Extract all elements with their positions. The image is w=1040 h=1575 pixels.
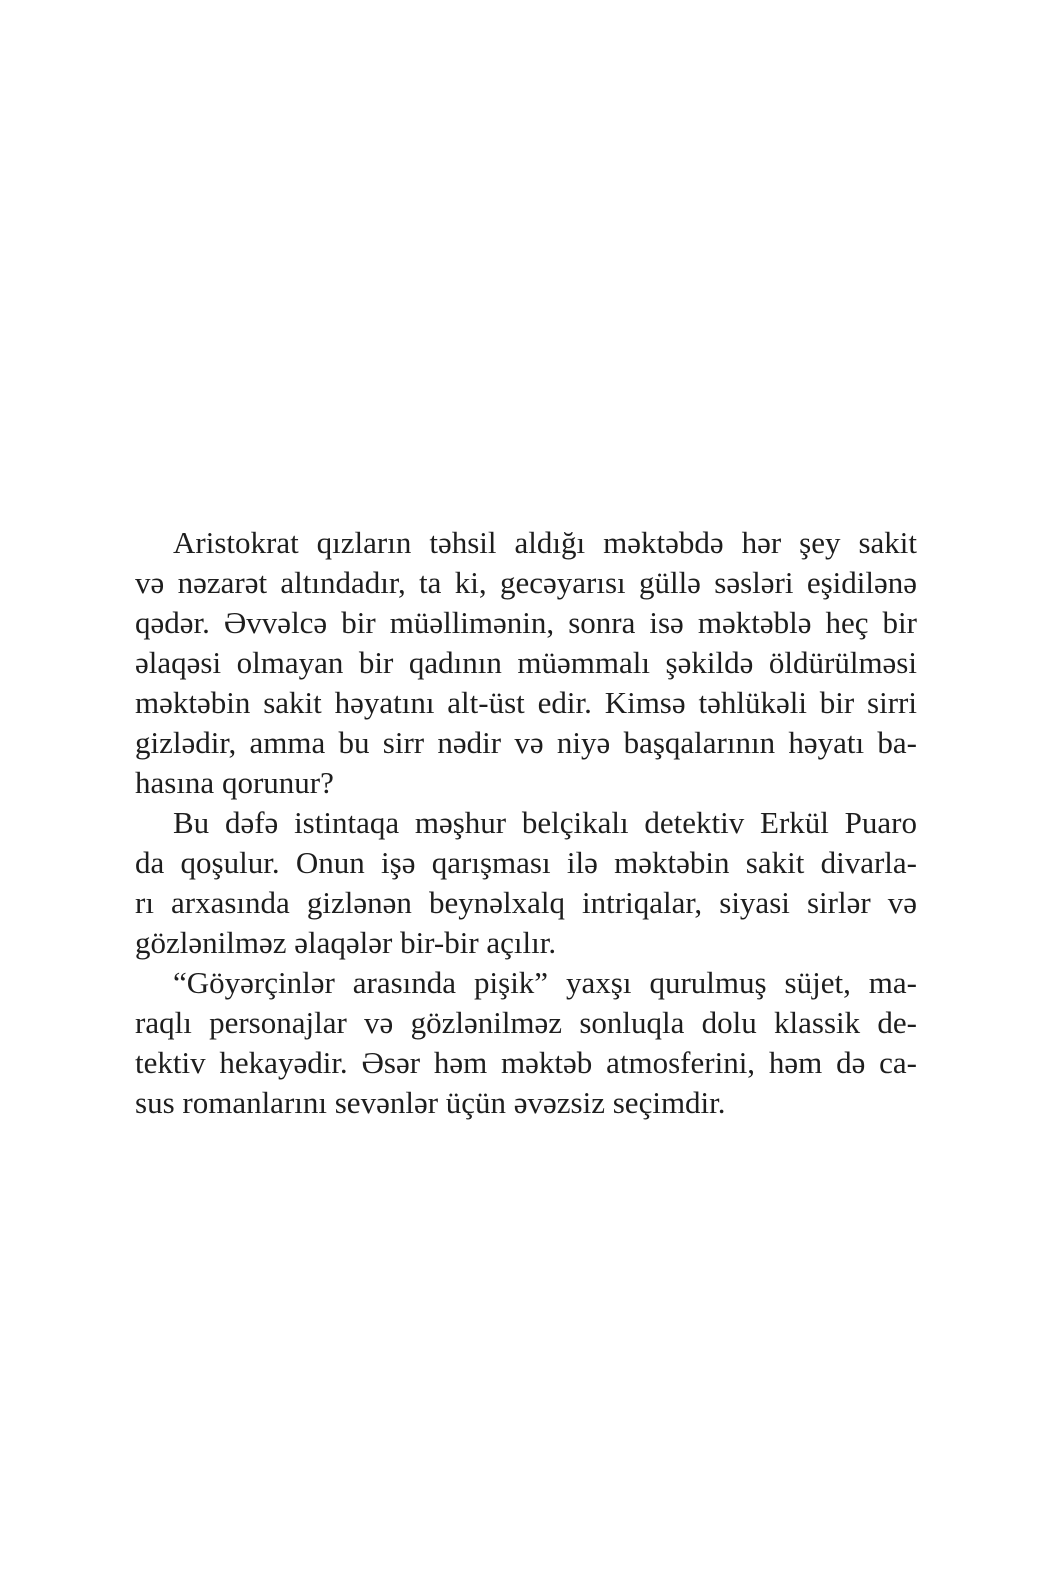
paragraph-3-line-3: tektiv hekayədir. Əsər həm məktəb atmosferini, həm də ca- [135, 1045, 917, 1080]
paragraph-1-line-5: məktəbin sakit həyatını alt-üst edir. Kimsə təhlükəli bir sirri [135, 685, 917, 720]
paragraph-3-line-1: “Göyərçinlər arasında pişik” yaxşı qurulmuş süjet, ma- [173, 965, 917, 1000]
paragraph-2-line-3: rı arxasında gizlənən beynəlxalq intriqalar, siyasi sirlər və [135, 885, 917, 920]
paragraph-2-line-1: Bu dəfə istintaqa məşhur belçikalı detektiv Erkül Puaro [173, 805, 917, 840]
paragraph-2-line-2: da qoşulur. Onun işə qarışması ilə məktəbin sakit divarla- [135, 845, 917, 880]
paragraph-1-line-3: qədər. Əvvəlcə bir müəllimənin, sonra isə məktəblə heç bir [135, 605, 917, 640]
paragraph-3-line-2: raqlı personajlar və gözlənilməz sonluqla dolu klassik de- [135, 1005, 917, 1040]
paragraph-1-line-1: Aristokrat qızların təhsil aldığı məktəbdə hər şey sakit [173, 525, 917, 560]
paragraph-3-line-4: sus romanlarını sevənlər üçün əvəzsiz seçimdir. [135, 1085, 726, 1120]
paragraph-1-line-4: əlaqəsi olmayan bir qadının müəmmalı şəkildə öldürülməsi [135, 645, 917, 680]
paragraph-1-line-6: gizlədir, amma bu sirr nədir və niyə başqalarının həyatı ba- [135, 725, 917, 760]
paragraph-1-line-2: və nəzarət altındadır, ta ki, gecəyarısı güllə səsləri eşidilənə [135, 565, 917, 600]
paragraph-1-line-7: hasına qorunur? [135, 765, 334, 800]
paragraph-2-line-4: gözlənilməz əlaqələr bir-bir açılır. [135, 925, 557, 960]
blurb-text [135, 523, 917, 1123]
